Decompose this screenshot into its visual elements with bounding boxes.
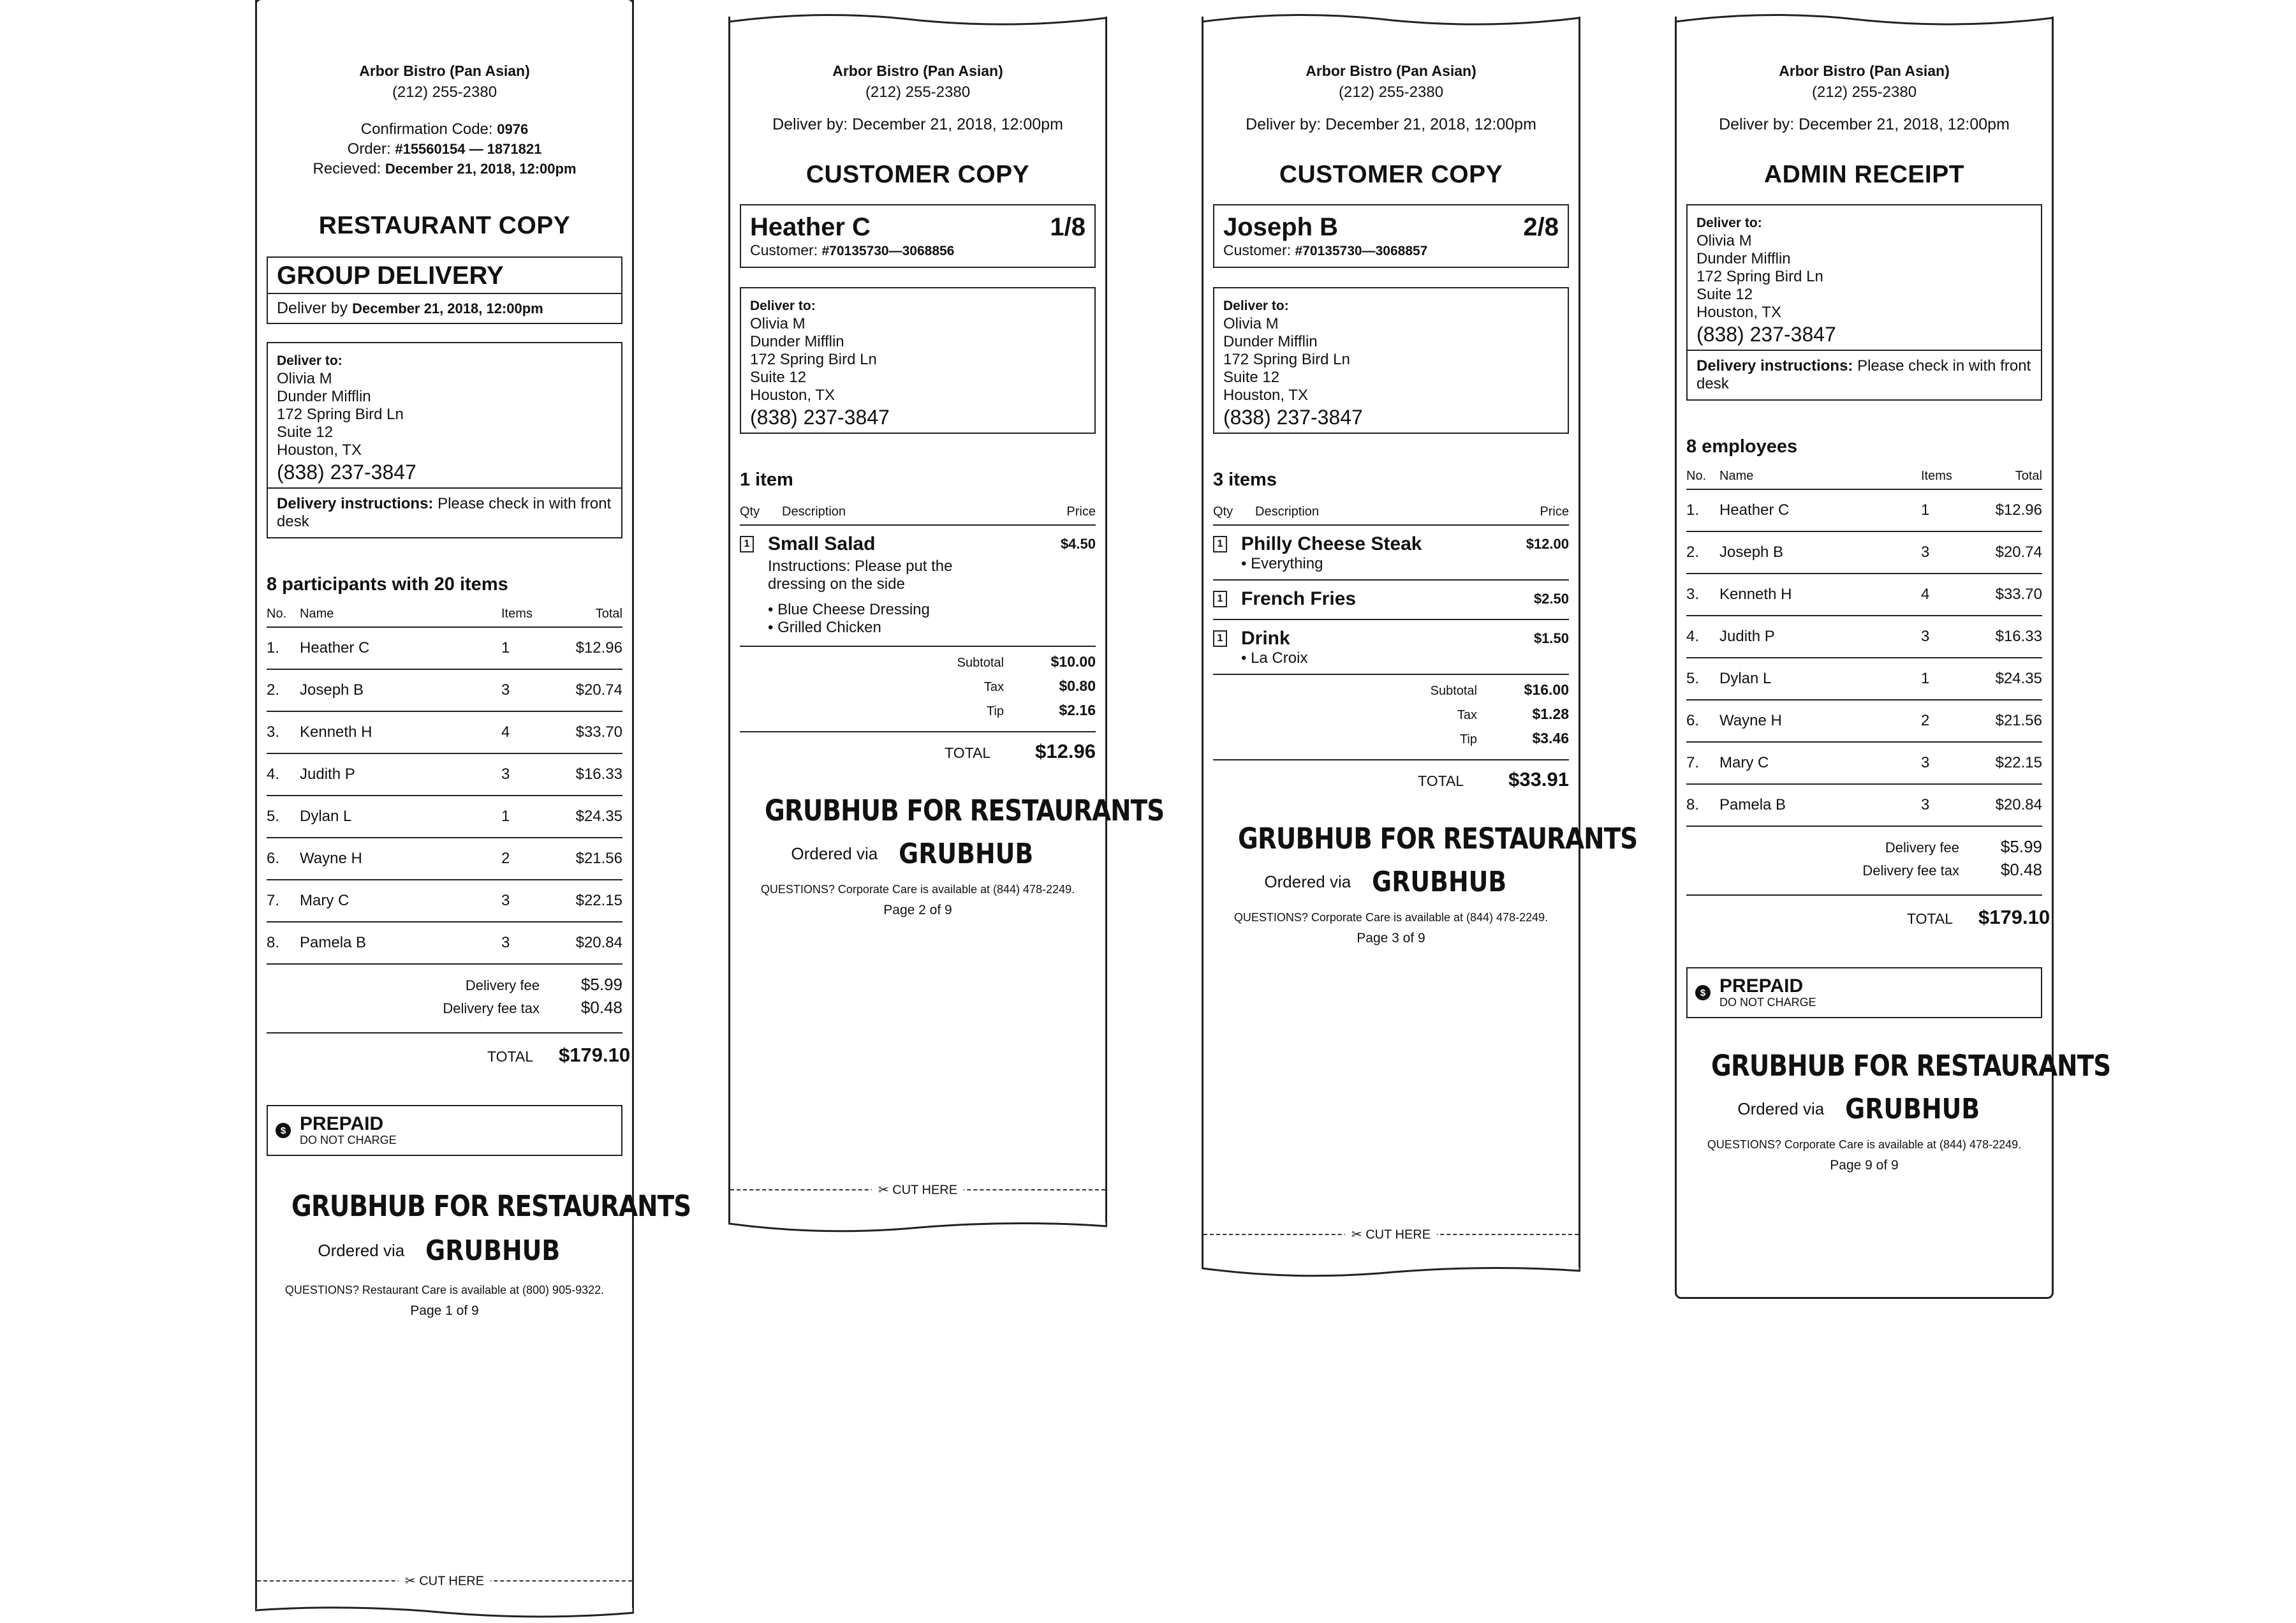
cut-here-text: CUT HERE — [1365, 1227, 1431, 1242]
delivery-phone: (838) 237-3847 — [1696, 323, 1836, 346]
group-totals — [267, 975, 622, 1022]
grand-total — [740, 732, 1096, 763]
grand-total — [267, 1032, 631, 1067]
row-name: Heather C — [1719, 489, 1921, 531]
prepaid-subtitle: DO NOT CHARGE — [300, 1133, 397, 1146]
row-items: 2 — [501, 838, 559, 880]
row-total: $20.84 — [559, 922, 622, 964]
cut-here-text: CUT HERE — [892, 1183, 958, 1197]
row-total: $12.96 — [559, 627, 622, 669]
restaurant-name: Arbor Bistro (Pan Asian) — [832, 63, 1003, 79]
row-total: $12.96 — [1978, 489, 2042, 531]
delivery-phone: (838) 237-3847 — [750, 406, 890, 429]
col-price: Price — [1471, 505, 1569, 525]
order-item — [1213, 581, 1569, 620]
participants-body — [267, 627, 622, 964]
delivery-fee: $5.99 — [2000, 837, 2042, 856]
address-block — [1688, 205, 2041, 350]
group-totals — [1686, 837, 2042, 884]
delivery-instructions — [1688, 350, 2041, 399]
item-name: French Fries — [1241, 588, 1357, 609]
row-name: Pamela B — [300, 922, 501, 964]
restaurant-phone: (212) 255-2380 — [1811, 84, 1917, 101]
row-name: Pamela B — [1719, 784, 1921, 826]
items-heading: 3 items — [1213, 470, 1277, 490]
row-items: 1 — [1921, 489, 1978, 531]
restaurant-phone: (212) 255-2380 — [392, 84, 497, 101]
brand-title: GRUBHUB FOR RESTAURANTS — [1238, 822, 1638, 856]
col-qty: Qty — [1213, 505, 1255, 525]
customer-id: #70135730—3068857 — [1295, 244, 1428, 258]
address-line: Dunder Mifflin — [1223, 333, 1318, 350]
address-line: Dunder Mifflin — [750, 333, 844, 350]
ordered-via-label: Ordered via — [318, 1241, 405, 1260]
deliver-to-label: Deliver to: — [277, 353, 342, 368]
row-name: Judith P — [1719, 616, 1921, 658]
confirmation-code: 0976 — [497, 121, 529, 137]
grubhub-logo: GRUBHUB — [1845, 1093, 1980, 1125]
order-number: #15560154 — 1871821 — [395, 141, 542, 157]
col-total: Total — [1978, 469, 2042, 489]
col-items: Items — [1921, 469, 1978, 489]
address-line: Houston, TX — [1223, 387, 1308, 404]
deliver-by-date: December 21, 2018, 12:00pm — [352, 300, 543, 316]
ordered-via-label: Ordered via — [1737, 1099, 1825, 1118]
col-total: Total — [559, 607, 622, 627]
receipt-bottom-edge — [728, 1219, 1107, 1238]
ordered-via-label: Ordered via — [791, 844, 878, 863]
col-qty: Qty — [740, 505, 782, 525]
participants-heading: 8 participants with 20 items — [267, 574, 508, 595]
table-row — [1686, 531, 2042, 574]
table-row — [1686, 574, 2042, 616]
brand-title: GRUBHUB FOR RESTAURANTS — [765, 794, 1165, 827]
table-row — [1686, 784, 2042, 826]
deliver-to-label: Deliver to: — [1696, 216, 1762, 230]
total-value: $179.10 — [559, 1044, 631, 1066]
table-row — [267, 627, 622, 669]
deliver-to-box — [1213, 287, 1569, 434]
item-option: • La Croix — [1241, 649, 1308, 667]
grubhub-logo: GRUBHUB — [899, 838, 1034, 870]
address-line: Dunder Mifflin — [277, 388, 371, 405]
deliver-to-box — [1686, 204, 2042, 401]
row-name: Joseph B — [300, 669, 501, 711]
row-no: 3. — [267, 711, 300, 753]
delivery-instructions — [268, 487, 621, 537]
row-no: 8. — [267, 922, 300, 964]
receipt-bottom-edge — [1202, 1263, 1580, 1282]
item-price: $12.00 — [1526, 536, 1569, 552]
group-delivery-title: GROUP DELIVERY — [268, 258, 621, 294]
col-name: Name — [300, 607, 501, 627]
delivery-phone: (838) 237-3847 — [277, 461, 416, 484]
employees-heading: 8 employees — [1686, 436, 1798, 457]
col-price: Price — [997, 505, 1096, 525]
subtotal-label: Subtotal — [957, 656, 1004, 670]
row-items: 2 — [1921, 700, 1978, 742]
row-items: 1 — [1921, 658, 1978, 700]
row-name: Dylan L — [300, 796, 501, 838]
subtotal-label: Subtotal — [1430, 684, 1477, 698]
table-row — [267, 922, 622, 964]
address-line: Suite 12 — [750, 369, 807, 386]
questions-text: QUESTIONS? Restaurant Care is available at (800) 905-9322. — [284, 1284, 605, 1296]
employees-table — [1686, 469, 2042, 827]
tip-label: Tip — [1459, 732, 1477, 746]
grand-total — [1686, 894, 2050, 929]
row-no: 5. — [1686, 658, 1719, 700]
instructions-label: Delivery instructions: — [277, 495, 434, 512]
address-line: Suite 12 — [277, 424, 334, 441]
row-no: 2. — [1686, 531, 1719, 574]
order-item — [740, 526, 1096, 647]
row-items: 3 — [501, 922, 559, 964]
dollar-coin-icon: $ — [276, 1123, 291, 1138]
table-row — [1686, 616, 2042, 658]
table-row — [1686, 700, 2042, 742]
customer-id-row — [1223, 242, 1559, 259]
restaurant-name: Arbor Bistro (Pan Asian) — [1779, 63, 1950, 79]
row-no: 4. — [1686, 616, 1719, 658]
cut-line — [1203, 1227, 1578, 1242]
subtotal-value: $16.00 — [1524, 681, 1569, 698]
row-items: 3 — [1921, 531, 1978, 574]
table-row — [1686, 742, 2042, 784]
delivery-fee: $5.99 — [580, 975, 622, 994]
customer-fraction: 2/8 — [1523, 213, 1559, 241]
address-line: Houston, TX — [750, 387, 835, 404]
address-line: 172 Spring Bird Ln — [277, 406, 404, 423]
received-label: Recieved: — [313, 160, 385, 177]
ordered-via — [1213, 866, 1569, 898]
ordered-via — [740, 838, 1096, 870]
item-name: Philly Cheese Steak — [1241, 533, 1422, 554]
delivery-fee-tax: $0.48 — [580, 998, 622, 1017]
order-meta — [267, 119, 622, 179]
deliver-by: Deliver by: December 21, 2018, 12:00pm — [1719, 115, 2010, 133]
row-total: $16.33 — [559, 753, 622, 796]
total-value: $179.10 — [1978, 906, 2050, 928]
row-no: 7. — [267, 880, 300, 922]
table-row — [267, 669, 622, 711]
item-qty: 1 — [1213, 591, 1227, 607]
deliver-to-label: Deliver to: — [1223, 299, 1289, 313]
customer-name: Heather C — [750, 213, 871, 241]
row-total: $20.74 — [1978, 531, 2042, 574]
total-label: TOTAL — [945, 745, 991, 761]
row-items: 4 — [1921, 574, 1978, 616]
item-option: • Blue Cheese Dressing — [768, 601, 930, 618]
row-total: $21.56 — [559, 838, 622, 880]
grubhub-logo: GRUBHUB — [425, 1234, 561, 1267]
delivery-fee-label: Delivery fee — [465, 977, 540, 993]
order-item — [1213, 526, 1569, 581]
row-items: 3 — [501, 669, 559, 711]
questions-text: QUESTIONS? Corporate Care is available at (844) 478-2249. — [1233, 911, 1549, 924]
delivery-fee-tax: $0.48 — [2000, 860, 2042, 879]
group-delivery-box — [267, 256, 622, 324]
cut-line — [730, 1183, 1105, 1197]
confirmation-label: Confirmation Code: — [360, 121, 497, 138]
address-line: Suite 12 — [1696, 286, 1753, 303]
address-block — [741, 288, 1094, 433]
row-no: 1. — [267, 627, 300, 669]
customer-header-box — [1213, 204, 1569, 268]
address-line: Olivia M — [277, 370, 332, 387]
cut-here-text: CUT HERE — [419, 1574, 485, 1589]
customer-copy-receipt-2 — [1202, 17, 1638, 1267]
row-no: 5. — [267, 796, 300, 838]
row-name: Mary C — [300, 880, 501, 922]
grand-total — [1213, 760, 1569, 791]
deliver-by-row — [268, 294, 621, 323]
row-items: 3 — [1921, 784, 1978, 826]
dollar-coin-icon: $ — [1695, 985, 1711, 1000]
row-items: 1 — [501, 627, 559, 669]
row-name: Wayne H — [1719, 700, 1921, 742]
subtotals — [1213, 675, 1569, 760]
items-heading: 1 item — [740, 470, 793, 490]
customer-fraction: 1/8 — [1050, 213, 1085, 241]
total-value: $12.96 — [1035, 740, 1096, 762]
brand-title: GRUBHUB FOR RESTAURANTS — [1711, 1049, 2111, 1083]
prepaid-badge — [1686, 967, 2042, 1018]
prepaid-title: PREPAID — [1719, 975, 1804, 997]
delivery-phone: (838) 237-3847 — [1223, 406, 1363, 429]
row-items: 1 — [501, 796, 559, 838]
deliver-to-box — [740, 287, 1096, 434]
item-qty: 1 — [1213, 630, 1227, 647]
order-item — [1213, 620, 1569, 675]
table-row — [267, 796, 622, 838]
restaurant-name: Arbor Bistro (Pan Asian) — [359, 63, 530, 79]
ordered-via-label: Ordered via — [1264, 872, 1351, 891]
copy-title: ADMIN RECEIPT — [1763, 161, 1965, 188]
row-items: 3 — [1921, 616, 1978, 658]
address-block — [268, 343, 621, 487]
items-table-header — [740, 505, 1096, 526]
address-line: 172 Spring Bird Ln — [1696, 268, 1823, 285]
tip-value: $3.46 — [1532, 730, 1569, 746]
address-line: Houston, TX — [1696, 304, 1781, 321]
row-items: 4 — [501, 711, 559, 753]
row-total: $22.15 — [559, 880, 622, 922]
table-row — [267, 880, 622, 922]
row-name: Kenneth H — [1719, 574, 1921, 616]
address-line: 172 Spring Bird Ln — [1223, 351, 1350, 368]
item-name: Small Salad — [768, 533, 876, 554]
row-items: 3 — [1921, 742, 1978, 784]
total-value: $33.91 — [1508, 768, 1569, 790]
address-line: Olivia M — [1223, 315, 1279, 332]
tip-label: Tip — [986, 704, 1004, 718]
row-name: Wayne H — [300, 838, 501, 880]
row-name: Kenneth H — [300, 711, 501, 753]
item-qty: 1 — [1213, 536, 1227, 552]
copy-title: RESTAURANT COPY — [318, 212, 571, 239]
cut-here-label: ✂ CUT HERE — [1345, 1226, 1437, 1242]
prepaid-title: PREPAID — [300, 1113, 384, 1134]
delivery-fee-tax-label: Delivery fee tax — [443, 1000, 540, 1016]
item-option: • Grilled Chicken — [768, 619, 881, 636]
row-no: 8. — [1686, 784, 1719, 826]
tip-value: $2.16 — [1059, 702, 1096, 718]
subtotal-value: $10.00 — [1050, 653, 1096, 670]
tax-value: $0.80 — [1059, 678, 1096, 694]
restaurant-phone: (212) 255-2380 — [1338, 84, 1444, 101]
ordered-via — [1686, 1093, 2042, 1125]
tax-label: Tax — [983, 680, 1004, 694]
row-total: $33.70 — [1978, 574, 2042, 616]
deliver-to-box — [267, 342, 622, 538]
row-name: Heather C — [300, 627, 501, 669]
row-name: Joseph B — [1719, 531, 1921, 574]
total-label: TOTAL — [1907, 910, 1953, 927]
cut-here-label: ✂ CUT HERE — [872, 1182, 964, 1197]
item-price: $1.50 — [1533, 630, 1569, 646]
item-option: • Everything — [1241, 555, 1323, 572]
customer-label: Customer: — [1223, 242, 1295, 258]
delivery-fee-label: Delivery fee — [1885, 840, 1959, 856]
questions-text: QUESTIONS? Corporate Care is available at (844) 478-2249. — [1707, 1138, 2022, 1151]
brand-title: GRUBHUB FOR RESTAURANTS — [291, 1189, 691, 1223]
customer-label: Customer: — [750, 242, 822, 258]
table-row — [267, 753, 622, 796]
deliver-by: Deliver by: December 21, 2018, 12:00pm — [772, 115, 1063, 133]
address-line: Olivia M — [750, 315, 806, 332]
total-label: TOTAL — [1418, 773, 1464, 789]
row-no: 3. — [1686, 574, 1719, 616]
instructions-label: Delivery instructions: — [1696, 357, 1853, 374]
row-total: $20.84 — [1978, 784, 2042, 826]
subtotals — [740, 647, 1096, 732]
row-no: 1. — [1686, 489, 1719, 531]
tax-value: $1.28 — [1532, 706, 1569, 722]
col-no: No. — [1686, 469, 1719, 489]
restaurant-name: Arbor Bistro (Pan Asian) — [1306, 63, 1476, 79]
row-no: 4. — [267, 753, 300, 796]
row-total: $21.56 — [1978, 700, 2042, 742]
deliver-by: Deliver by: December 21, 2018, 12:00pm — [1246, 115, 1536, 133]
table-row — [1686, 489, 2042, 531]
receipt-bottom-edge — [255, 1604, 634, 1623]
customer-header-box — [740, 204, 1096, 268]
ordered-via — [267, 1234, 622, 1267]
row-name: Mary C — [1719, 742, 1921, 784]
item-qty: 1 — [740, 536, 754, 552]
col-description: Description — [782, 505, 997, 525]
row-total: $22.15 — [1978, 742, 2042, 784]
table-row — [1686, 658, 2042, 700]
grubhub-logo: GRUBHUB — [1372, 866, 1507, 898]
row-no: 2. — [267, 669, 300, 711]
customer-id-row — [750, 242, 1085, 259]
col-description: Description — [1255, 505, 1471, 525]
address-line: 172 Spring Bird Ln — [750, 351, 877, 368]
row-items: 3 — [501, 753, 559, 796]
item-name: Drink — [1241, 628, 1290, 649]
admin-receipt — [1675, 17, 2111, 1299]
page-number: Page 3 of 9 — [1357, 931, 1425, 945]
item-price: $2.50 — [1533, 591, 1569, 607]
instructions-text: Please check in with front desk — [1696, 357, 2031, 392]
instructions-text: Please check in with front desk — [277, 495, 612, 530]
col-name: Name — [1719, 469, 1921, 489]
customer-copy-receipt-1 — [728, 17, 1165, 1222]
row-items: 3 — [501, 880, 559, 922]
row-name: Judith P — [300, 753, 501, 796]
col-items: Items — [501, 607, 559, 627]
page-number: Page 2 of 9 — [883, 903, 952, 917]
prepaid-subtitle: DO NOT CHARGE — [1719, 995, 1816, 1009]
table-row — [267, 838, 622, 880]
total-label: TOTAL — [487, 1048, 533, 1065]
row-no: 6. — [1686, 700, 1719, 742]
item-instructions: Instructions: Please put the dressing on the side — [768, 558, 953, 593]
row-total: $20.74 — [559, 669, 622, 711]
items-table-header — [1213, 505, 1569, 526]
cut-line — [257, 1574, 632, 1589]
address-line: Olivia M — [1696, 232, 1752, 249]
page-number: Page 9 of 9 — [1830, 1158, 1899, 1173]
row-total: $24.35 — [559, 796, 622, 838]
participants-table — [267, 607, 622, 965]
col-no: No. — [267, 607, 300, 627]
row-no: 6. — [267, 838, 300, 880]
order-label: Order: — [347, 140, 395, 158]
copy-title: CUSTOMER COPY — [806, 161, 1030, 188]
address-line: Dunder Mifflin — [1696, 250, 1791, 267]
address-block — [1214, 288, 1568, 433]
prepaid-badge — [267, 1105, 622, 1156]
questions-text: QUESTIONS? Corporate Care is available at (844) 478-2249. — [760, 883, 1075, 896]
customer-name: Joseph B — [1223, 213, 1339, 241]
received-date: December 21, 2018, 12:00pm — [385, 161, 577, 177]
row-total: $16.33 — [1978, 616, 2042, 658]
customer-id: #70135730—3068856 — [821, 244, 955, 258]
delivery-fee-tax-label: Delivery fee tax — [1862, 863, 1959, 878]
row-name: Dylan L — [1719, 658, 1921, 700]
restaurant-copy-receipt — [255, 0, 691, 1608]
address-line: Houston, TX — [277, 441, 362, 459]
row-total: $33.70 — [559, 711, 622, 753]
row-no: 7. — [1686, 742, 1719, 784]
deliver-to-label: Deliver to: — [750, 299, 816, 313]
page-number: Page 1 of 9 — [410, 1303, 479, 1318]
restaurant-phone: (212) 255-2380 — [865, 84, 971, 101]
employees-body — [1686, 489, 2042, 826]
table-row — [267, 711, 622, 753]
row-total: $24.35 — [1978, 658, 2042, 700]
item-price: $4.50 — [1060, 536, 1096, 552]
copy-title: CUSTOMER COPY — [1279, 161, 1503, 188]
tax-label: Tax — [1457, 708, 1477, 722]
cut-here-label: ✂ CUT HERE — [399, 1573, 490, 1589]
address-line: Suite 12 — [1223, 369, 1280, 386]
deliver-by-label: Deliver by — [277, 299, 353, 317]
